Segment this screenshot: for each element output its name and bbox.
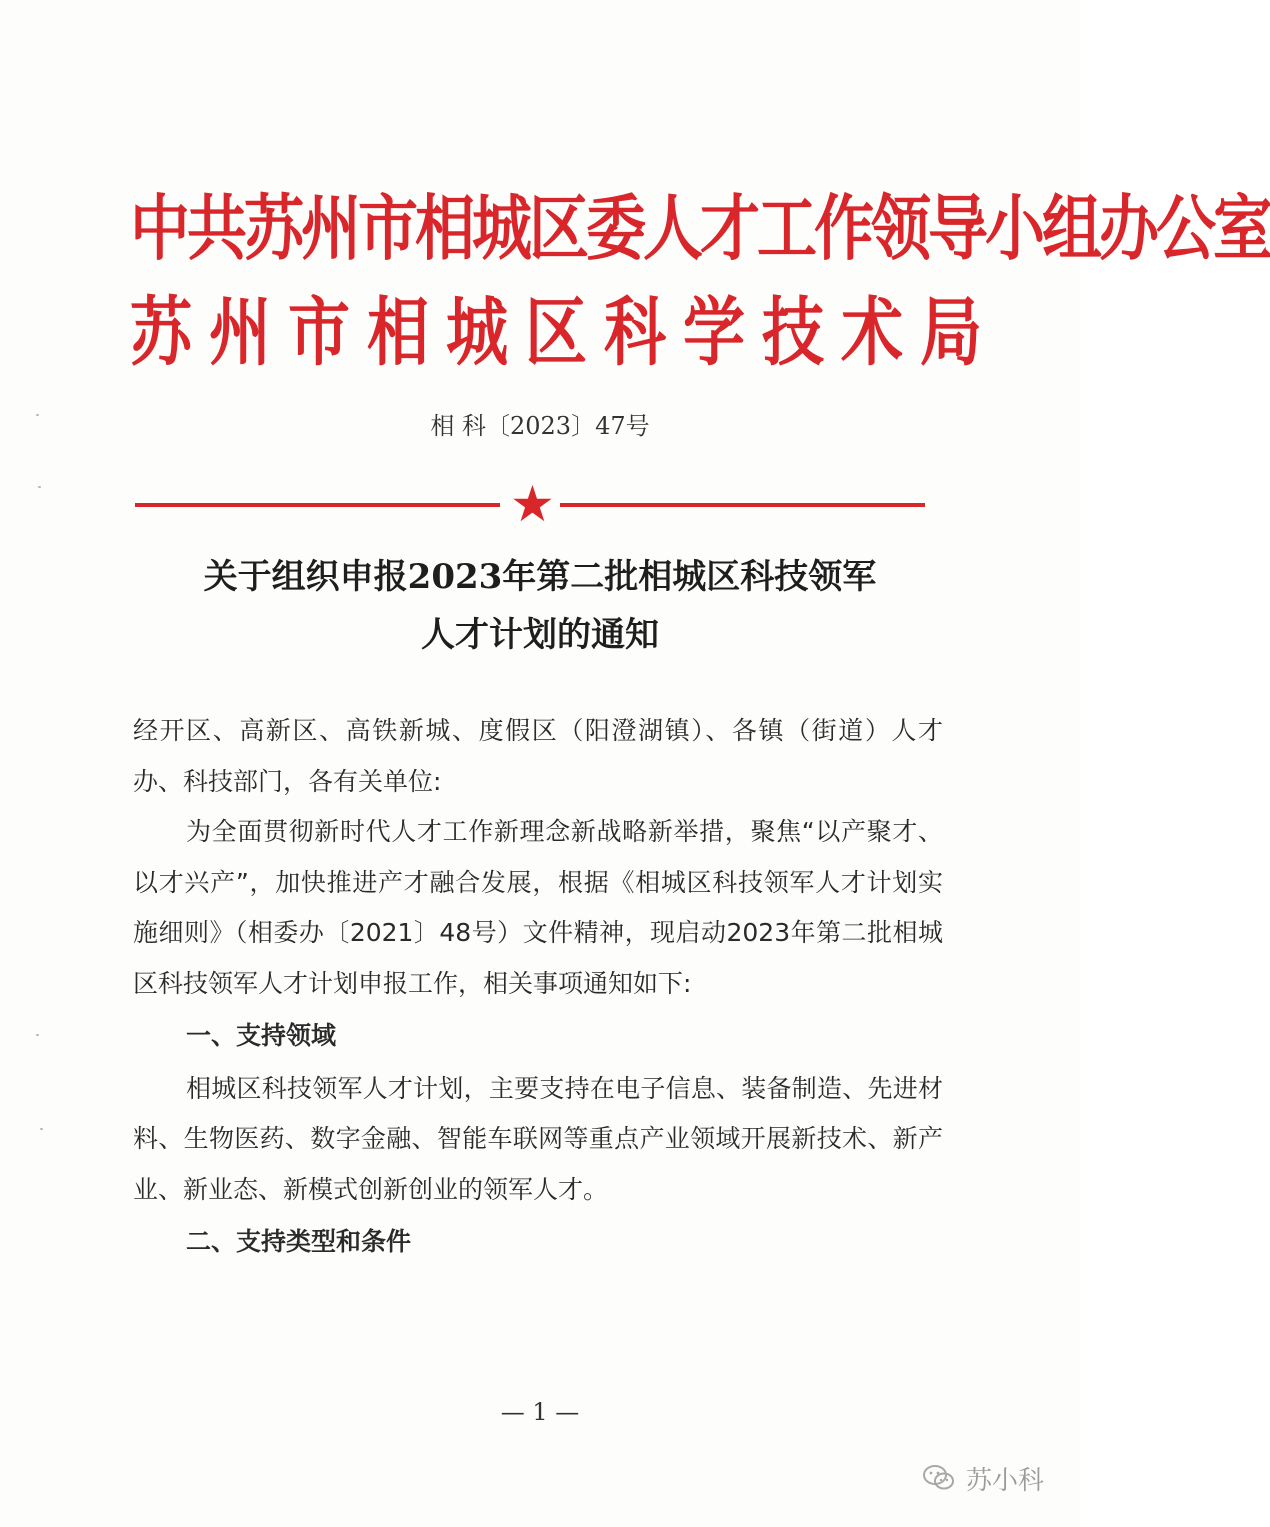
scan-speck — [36, 1034, 39, 1036]
title-line-2: 人才计划的通知 — [421, 615, 659, 655]
document-title — [100, 548, 980, 664]
section-1-paragraph: 相城区科技领军人才计划，主要支持在电子信息、装备制造、先进材料、生物医药、数字金融、智能车联网等重点产业领域开展新技术、新产业、新业态、新模式创新创业的领军人才。 — [133, 1073, 943, 1204]
section-1-heading: 一、支持领域 — [186, 1021, 337, 1050]
scan-speck — [38, 486, 41, 488]
document-body — [133, 706, 943, 1270]
watermark-text: 苏小科 — [966, 1465, 1045, 1496]
issuing-org-line-2: 苏州市相城区科学技术局 — [130, 288, 1000, 377]
intro-paragraph: 为全面贯彻新时代人才工作新理念新战略新举措，聚焦“以产聚才、以才兴产”，加快推进产才融合发展，根据《相城区科技领军人才计划实施细则》（相委办〔2021〕48号）文件精神，现启动2023年第二批相城区科技领军人才计划申报工作，相关事项通知如下: — [133, 817, 943, 998]
title-line-1: 关于组织申报2023年第二批相城区科技领军 — [203, 557, 877, 597]
divider-bar-right — [560, 503, 925, 507]
section-2-heading: 二、支持类型和条件 — [186, 1227, 412, 1256]
account-watermark — [922, 1458, 1044, 1498]
issuing-org-line-1: 中共苏州市相城区委人才工作领导小组办公室 — [130, 187, 1270, 271]
scan-speck — [36, 414, 39, 416]
scan-speck — [40, 1128, 43, 1130]
star-icon: ★ — [510, 475, 555, 533]
document-number: 相 科〔2023〕47号 — [430, 412, 650, 440]
divider-bar-left — [135, 503, 500, 507]
wechat-icon — [922, 1463, 956, 1493]
page-number: — 1 — — [500, 1398, 580, 1426]
addressee-paragraph: 经开区、高新区、高铁新城、度假区（阳澄湖镇）、各镇（街道）人才办、科技部门，各有关单位: — [133, 716, 943, 796]
red-divider — [130, 475, 930, 533]
